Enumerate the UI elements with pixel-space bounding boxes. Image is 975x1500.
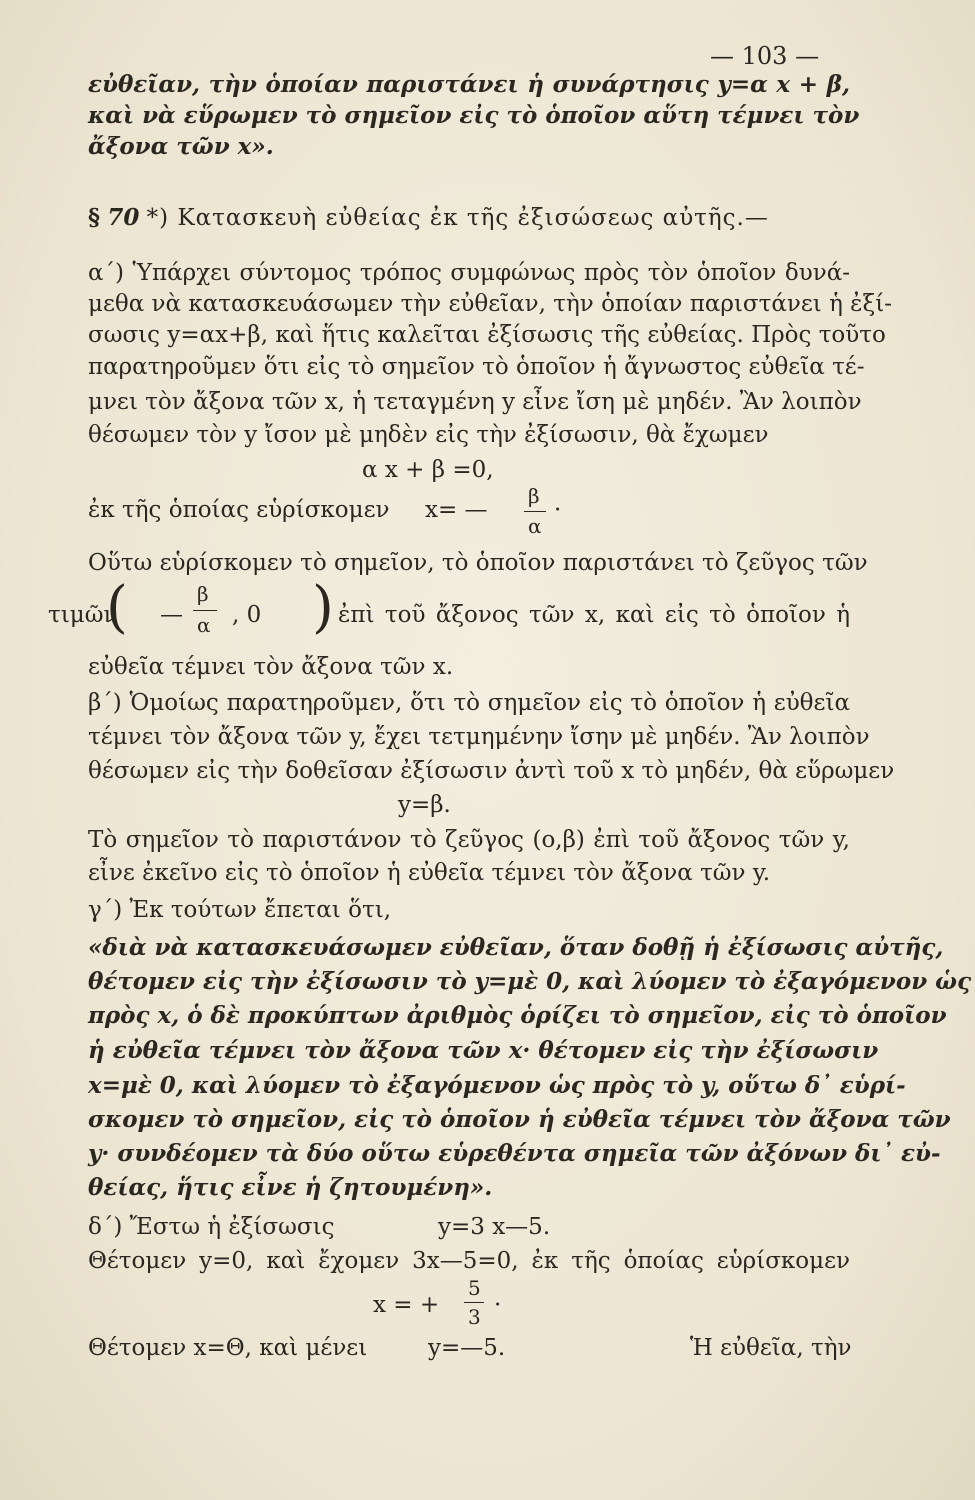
- text-line-20: Τὸ σημεῖον τὸ παριστάνον τὸ ζεῦγος (ο,β) ἐπὶ τοῦ ἄξονος τῶν y,: [88, 827, 850, 853]
- text-line-34-eq: y=—5.: [428, 1335, 506, 1361]
- text-line-10: θέσωμεν τὸν y ἴσον μὲ μηδὲν εἰς τὴν ἐξίσωσιν, θὰ ἔχωμεν: [88, 422, 769, 448]
- equation-3-x: x = +: [373, 1292, 440, 1318]
- pair-fraction-bar: [193, 610, 217, 611]
- text-line-14-end: ἐπὶ τοῦ ἄξονος τῶν x, καὶ εἰς τὸ ὁποῖον ἡ: [338, 602, 850, 628]
- text-line-34-start: Θέτομεν x=Θ, καὶ μένει: [88, 1335, 368, 1361]
- section-heading: [88, 203, 850, 233]
- period-dot: ·: [554, 497, 562, 523]
- section-mark: §: [88, 204, 101, 231]
- text-line-24: θέτομεν εἰς τὴν ἐξίσωσιν τὸ y=μὲ 0, καὶ λύομεν τὸ ἐξαγόμενον ὡς: [88, 968, 972, 995]
- equation-1-text: α x + β =0,: [362, 457, 494, 483]
- text-line-25: πρὸς x, ὁ δὲ προκύπτων ἀριθμὸς ὁρίζει τὸ σημεῖον, εἰς τὸ ὁποῖον: [88, 1002, 947, 1029]
- text-line-14-start: τιμῶν: [48, 602, 118, 628]
- text-line-15: εὐθεῖα τέμνει τὸν ἄξονα τῶν x.: [88, 654, 454, 680]
- section-number: 70: [107, 204, 140, 231]
- text-line-23: «διὰ νὰ κατασκευάσωμεν εὐθεῖαν, ὅταν δοθῇ ἡ ἐξίσωσις αὐτῆς,: [88, 934, 944, 961]
- text-line-29: y· συνδέομεν τὰ δύο οὕτω εὑρεθέντα σημεῖα τῶν ἀξόνων δι᾿ εὐ-: [88, 1140, 941, 1167]
- text-line-26: ἡ εὐθεῖα τέμνει τὸν ἄξονα τῶν x· θέτομεν εἰς τὴν ἐξίσωσιν: [88, 1037, 879, 1064]
- text-line-2: καὶ νὰ εὕρωμεν τὸ σημεῖον εἰς τὸ ὁποῖον αὕτη τέμνει τὸν: [88, 102, 860, 129]
- text-line-6: μεθα νὰ κατασκευάσωμεν τὴν εὐθεῖαν, τὴν ὁποίαν παριστάνει ἡ ἐξί-: [88, 291, 892, 317]
- fraction-denominator: α: [528, 514, 542, 538]
- fraction-numerator: β: [528, 484, 540, 508]
- text-line-34-end: Ἡ εὐθεῖα, τὴν: [690, 1335, 852, 1361]
- fraction-bar: [524, 511, 546, 512]
- equation-3-bar: [464, 1302, 484, 1303]
- right-paren: ): [312, 575, 334, 640]
- pair-zero: , 0: [232, 602, 262, 628]
- text-line-17: τέμνει τὸν ἄξονα τῶν y, ἔχει τετμημένην ἴσην μὲ μηδέν. Ἂν λοιπὸν: [88, 724, 870, 750]
- left-paren: (: [106, 575, 128, 640]
- text-line-9: μνει τὸν ἄξονα τῶν x, ἡ τεταγμένη y εἶνε ἴση μὲ μηδέν. Ἂν λοιπὸν: [88, 389, 862, 415]
- text-line-32: Θέτομεν y=0, καὶ ἔχομεν 3x—5=0, ἐκ τῆς ὁποίας εὑρίσκομεν: [88, 1248, 850, 1274]
- text-line-3: ἄξονα τῶν x».: [88, 133, 274, 160]
- pair-numerator: β: [197, 582, 209, 606]
- text-line-12: ἐκ τῆς ὁποίας εὑρίσκομεν: [88, 497, 390, 523]
- x-equals: x= —: [425, 497, 488, 523]
- text-line-31-eq: y=3 x—5.: [438, 1214, 551, 1240]
- minus-sign: —: [160, 602, 183, 628]
- text-line-21: εἶνε ἐκεῖνο εἰς τὸ ὁποῖον ἡ εὐθεῖα τέμνει τὸν ἄξονα τῶν y.: [88, 860, 771, 886]
- equation-3-dot: ·: [494, 1292, 502, 1318]
- text-line-22: γ΄) Ἐκ τούτων ἔπεται ὅτι,: [88, 897, 392, 923]
- pair-denominator: α: [197, 613, 211, 637]
- text-line-30: θείας, ἥτις εἶνε ἡ ζητουμένη».: [88, 1174, 493, 1201]
- text-line-7: σωσις y=αx+β, καὶ ἥτις καλεῖται ἐξίσωσις τῆς εὐθείας. Πρὸς τοῦτο: [88, 322, 886, 348]
- text-line-5: α΄) Ὑπάρχει σύντομος τρόπος συμφώνως πρὸς τὸν ὁποῖον δυνά-: [88, 260, 850, 286]
- text-line-8: παρατηροῦμεν ὅτι εἰς τὸ σημεῖον τὸ ὁποῖον ἡ ἄγνωστος εὐθεῖα τέ-: [88, 354, 865, 380]
- text-line-27: x=μὲ 0, καὶ λύομεν τὸ ἐξαγόμενον ὡς πρὸς τὸ y, οὕτω δ᾿ εὑρί-: [88, 1072, 906, 1099]
- equation-3-denominator: 3: [468, 1305, 481, 1329]
- text-line-28: σκομεν τὸ σημεῖον, εἰς τὸ ὁποῖον ἡ εὐθεῖα τέμνει τὸν ἄξονα τῶν: [88, 1106, 951, 1133]
- text-line-1: εὐθεῖαν, τὴν ὁποίαν παριστάνει ἡ συνάρτησις y=α x + β,: [88, 71, 850, 98]
- section-title: *) Κατασκευὴ εὐθείας ἐκ τῆς ἐξισώσεως αὐτῆς.—: [146, 205, 769, 231]
- equation-3-numerator: 5: [468, 1276, 481, 1300]
- text-line-16: β΄) Ὁμοίως παρατηροῦμεν, ὅτι τὸ σημεῖον εἰς τὸ ὁποῖον ἡ εὐθεῖα: [88, 690, 850, 716]
- page-number: — 103 —: [710, 42, 820, 70]
- equation-2: y=β.: [398, 792, 451, 818]
- text-line-18: θέσωμεν εἰς τὴν δοθεῖσαν ἐξίσωσιν ἀντὶ τοῦ x τὸ μηδέν, θὰ εὕρωμεν: [88, 758, 895, 784]
- text-line-13: Οὕτω εὑρίσκομεν τὸ σημεῖον, τὸ ὁποῖον παριστάνει τὸ ζεῦγος τῶν: [88, 550, 868, 576]
- text-line-31-start: δ΄) Ἔστω ἡ ἐξίσωσις: [88, 1214, 335, 1240]
